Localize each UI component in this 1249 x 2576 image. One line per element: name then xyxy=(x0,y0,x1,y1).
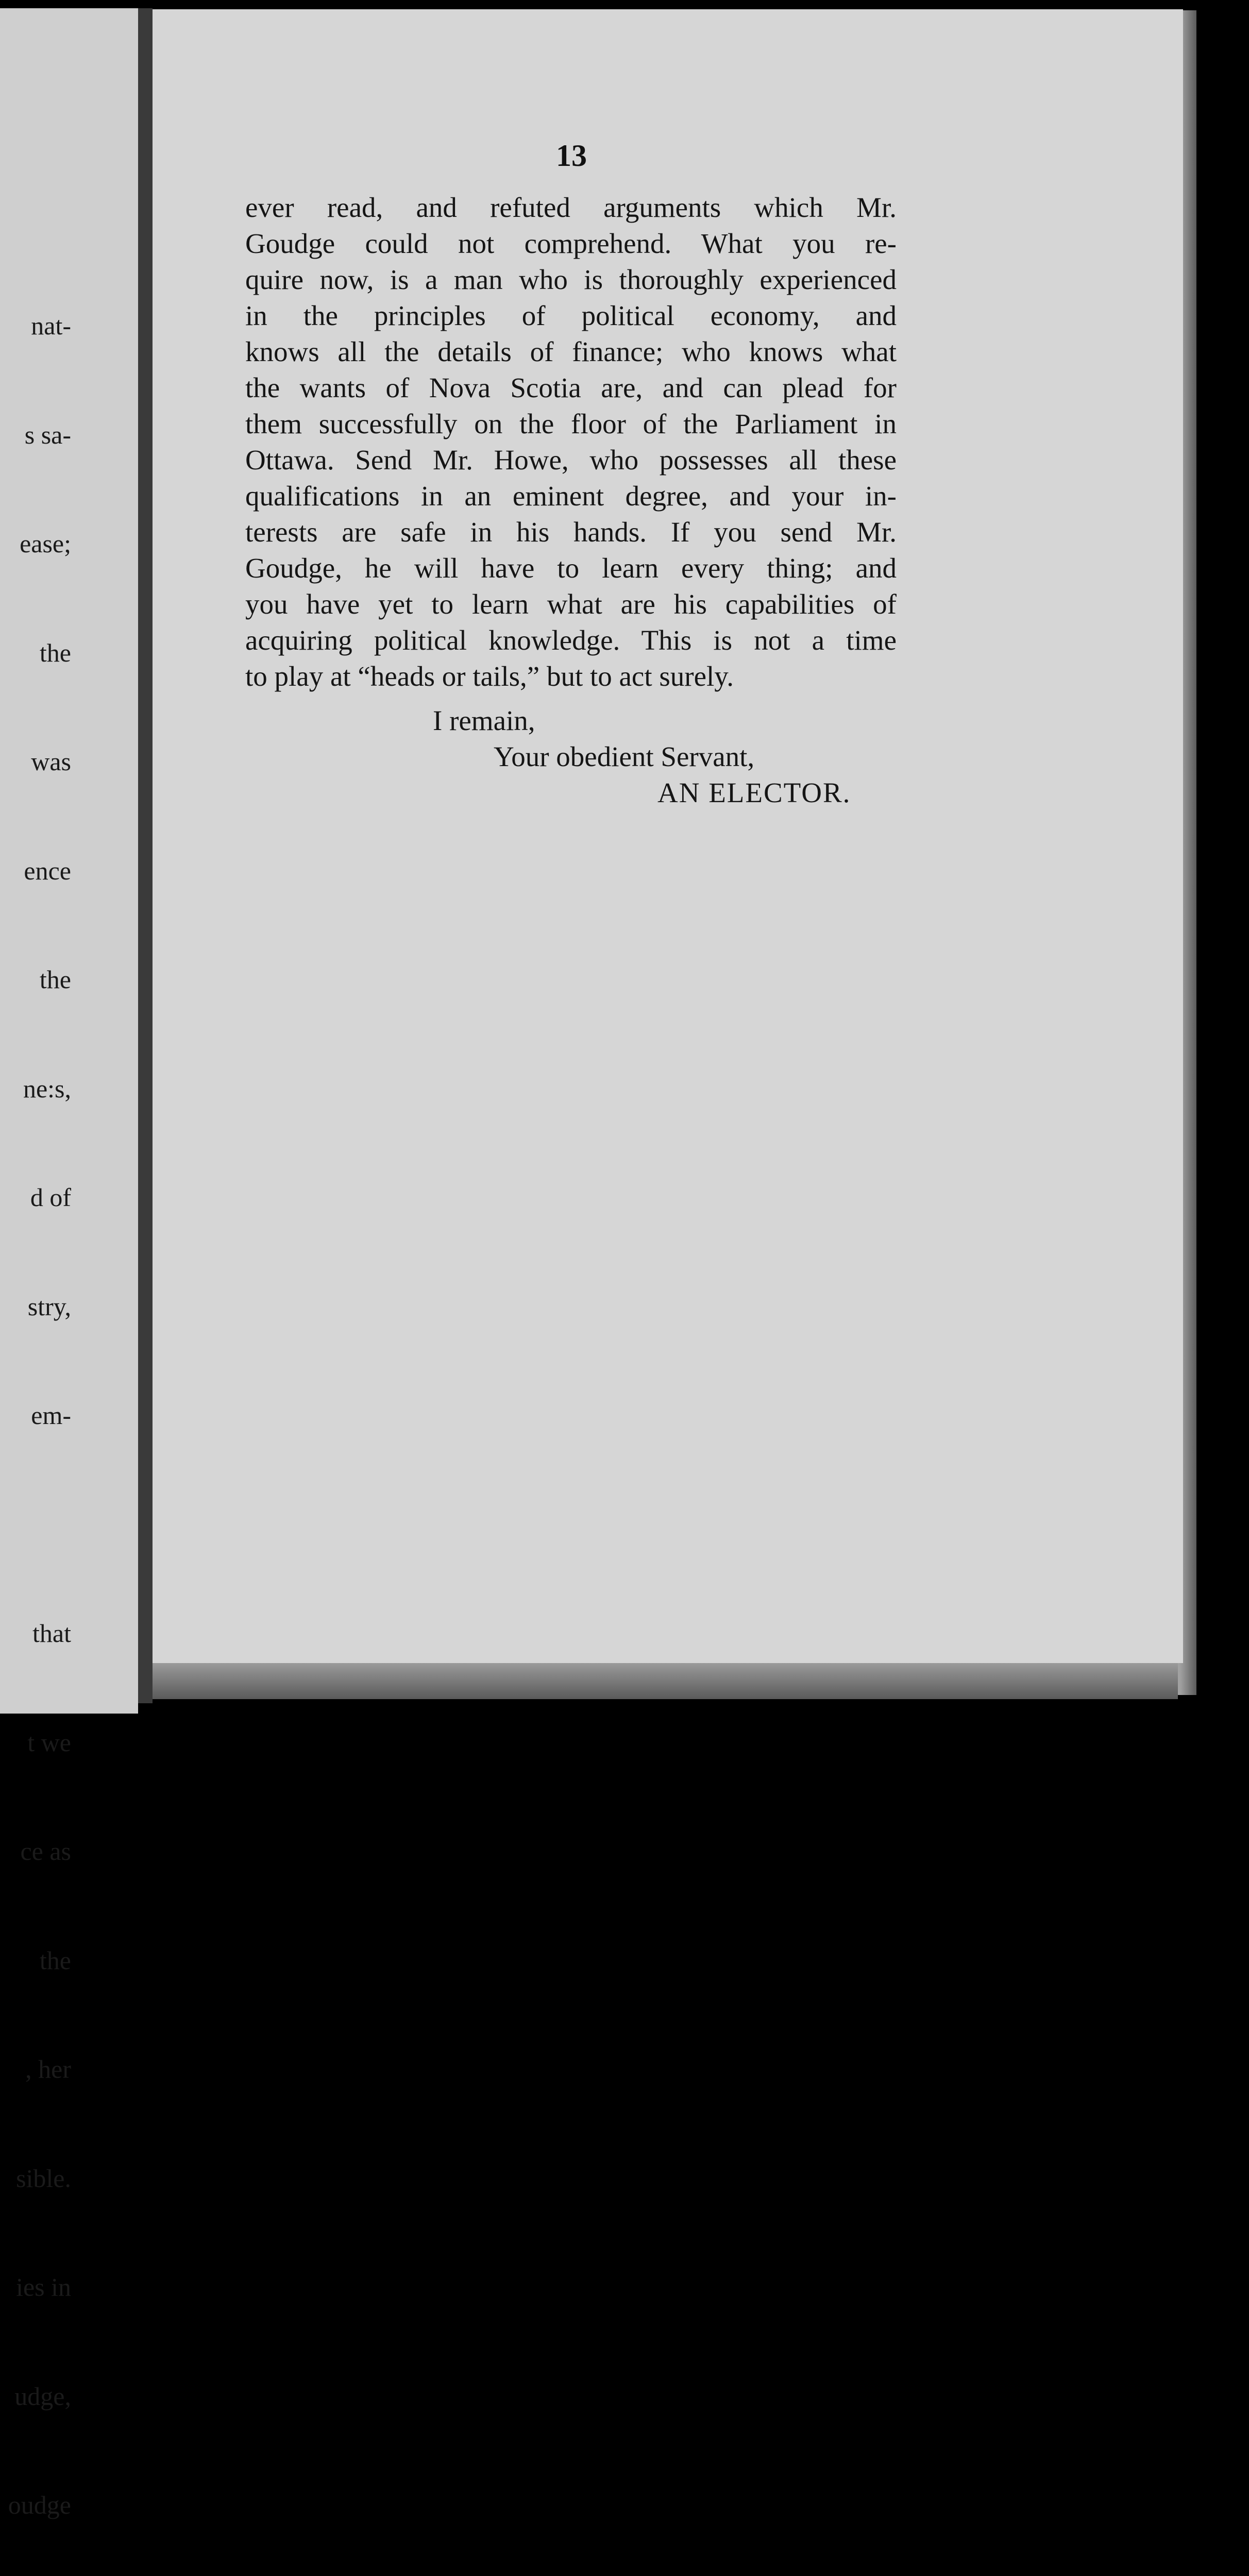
previous-page-text-fragments xyxy=(0,235,71,2576)
fragment-line: em- xyxy=(31,1401,71,1430)
previous-page xyxy=(0,8,138,2519)
body-line: you have yet to learn what are his capabilities of xyxy=(245,588,897,620)
fragment-line: the xyxy=(39,965,71,994)
body-line: Goudge could not comprehend. What you re- xyxy=(245,228,897,259)
fragment-line: was xyxy=(31,747,71,776)
fragment-line: nat- xyxy=(31,311,71,340)
fragment-line: udge, xyxy=(14,2381,71,2411)
closing-remain: I remain, xyxy=(433,705,535,736)
body-line: qualifications in an eminent degree, and your in- xyxy=(245,480,897,512)
body-line: knows all the details of finance; who knows what xyxy=(245,336,897,367)
signature: AN ELECTOR. xyxy=(657,777,851,808)
fragment-line: oudge xyxy=(8,2490,71,2519)
fragment-line: ne:s, xyxy=(23,1074,71,1103)
body-line: Goudge, he will have to learn every thing; and xyxy=(245,552,897,584)
fragment-line xyxy=(0,1506,71,1543)
fragment-line: stry, xyxy=(27,1292,71,1321)
body-line: in the principles of political economy, and xyxy=(245,300,897,331)
body-line: acquiring political knowledge. This is not a time xyxy=(245,624,897,656)
letter-body xyxy=(245,190,897,694)
fragment-line: ce as xyxy=(20,1837,71,1866)
page-number: 13 xyxy=(556,139,587,173)
body-line: them successfully on the floor of the Parliament in xyxy=(245,408,897,439)
fragment-line: d of xyxy=(30,1183,71,1212)
fragment-line: the xyxy=(39,638,71,667)
page-bottom-shadow xyxy=(153,1663,1178,1699)
fragment-line: t we xyxy=(27,1727,71,1757)
fragment-line: ies in xyxy=(16,2273,71,2301)
fragment-line: ence xyxy=(24,856,71,885)
body-line: the wants of Nova Scotia are, and can plead for xyxy=(245,372,897,403)
body-line: Ottawa. Send Mr. Howe, who possesses all these xyxy=(245,444,897,476)
body-line: to play at “heads or tails,” but to act surely. xyxy=(245,660,734,692)
fragment-line: ease; xyxy=(20,529,71,558)
fragment-line: the xyxy=(39,1945,71,1975)
fragment-line: s sa- xyxy=(24,420,71,449)
fragment-line: sible. xyxy=(16,2163,71,2193)
body-line: quire now, is a man who is thoroughly experienced xyxy=(245,264,897,295)
book-gutter xyxy=(138,8,153,1703)
fragment-line: that xyxy=(32,1619,71,1648)
closing-servant: Your obedient Servant, xyxy=(494,741,755,772)
body-line: terests are safe in his hands. If you send Mr. xyxy=(245,516,897,548)
body-line: ever read, and refuted arguments which Mr. xyxy=(245,192,897,223)
fragment-line: , her xyxy=(25,2055,71,2083)
